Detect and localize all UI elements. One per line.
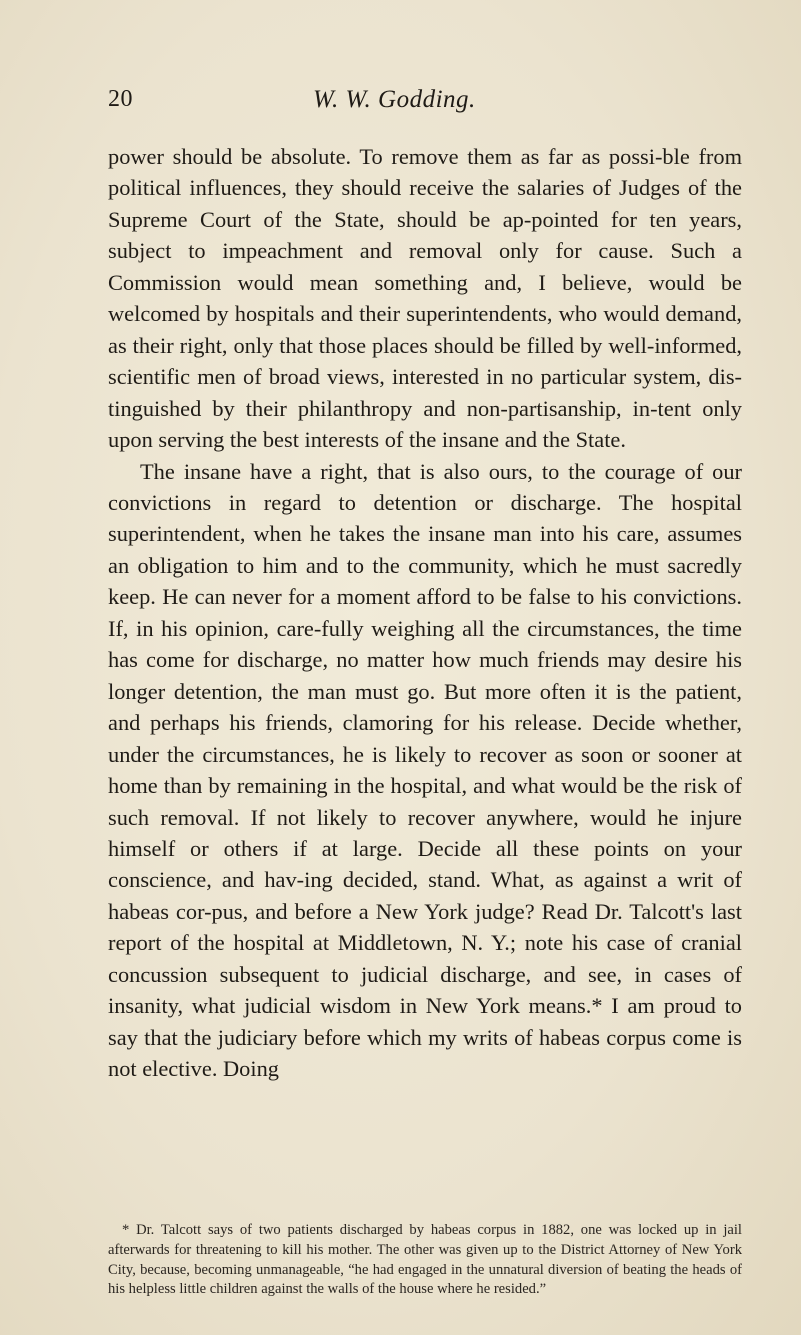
page-header [108, 86, 708, 126]
footnote: * Dr. Talcott says of two patients discharged by habeas corpus in 1882, one was locked up in jail afterwards for threatening to kill his mother. The other was given up to the District Attorney of New York City, because, becoming unmanageable, “he had engaged in the unnatural diversion of beating the heads of his helpless little children against the walls of the house where he resided.” [108, 1222, 742, 1298]
paragraph-courage-of-convictions: The insane have a right, that is also ours, to the courage of our convictions in regard to detention or discharge. The hospital superintendent, when he takes the insane man into his care, assumes an obligation to him and to the community, which he must sacredly keep. He can never for a moment afford to be false to his convictions. If, in his opinion, care-fully weighing all the circumstances, the time has come for discharge, no matter how much friends may desire his longer detention, the man must go. But more often it is the patient, and perhaps his friends, clamoring for his release. Decide whether, under the circumstances, he is likely to recover as soon or sooner at home than by remaining in the hospital, and what would be the risk of such removal. If not likely to recover anywhere, would he injure himself or others if at large. Decide all these points on your conscience, and hav-ing decided, stand. What, as against a writ of habeas cor-pus, and before a New York judge? Read Dr. Talcott's last report of the hospital at Middletown, N. Y.; note his case of cranial concussion subsequent to judicial discharge, and see, in cases of insanity, what judicial wisdom in New York means.* I am proud to say that the judiciary before which my writs of habeas corpus come is not elective. Doing [108, 458, 742, 1082]
body-text [108, 141, 742, 1085]
page-number: 20 [108, 86, 133, 112]
running-head: W. W. Godding. [313, 86, 476, 113]
paragraph-continuation: power should be absolute. To remove them as far as possi-ble from political influences, they should receive the salaries of Judges of the Supreme Court of the State, should be ap-pointed for ten years, subject to impeachment and removal only for cause. Such a Commission would mean something and, I believe, would be welcomed by hospitals and their superintendents, who would demand, as their right, only that those places should be filled by well-informed, scientific men of broad views, interested in no particular system, dis-tinguished by their philanthropy and non-partisanship, in-tent only upon serving the best interests of the insane and the State. [108, 144, 742, 453]
